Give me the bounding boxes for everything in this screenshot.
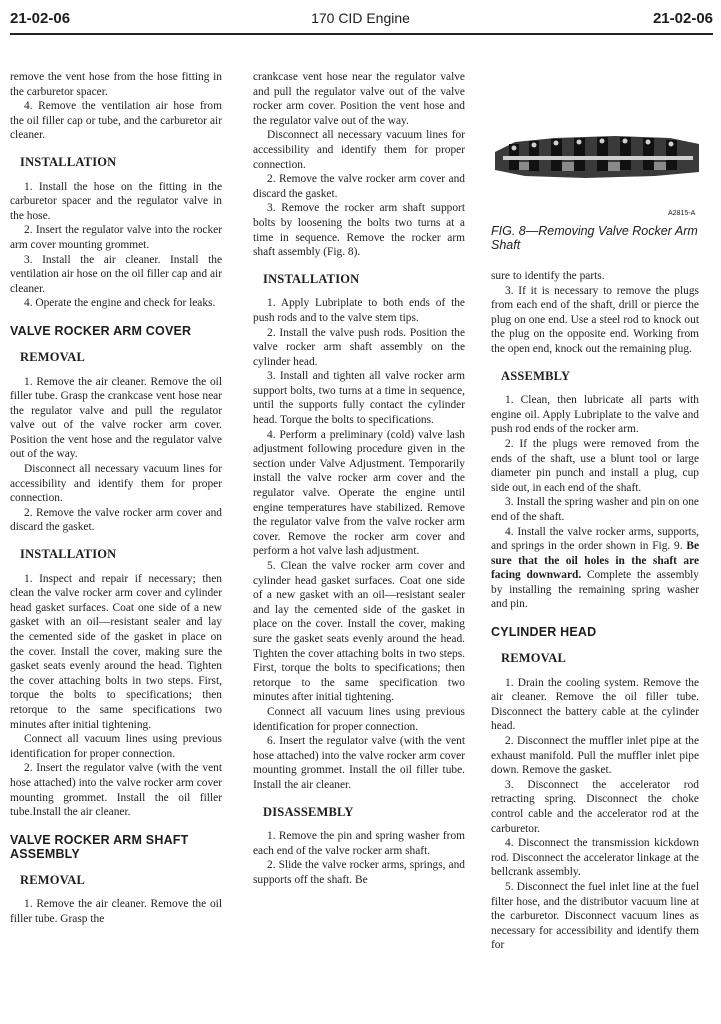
paragraph: 3. If it is necessary to remove the plugs from each end of the shaft, drill or pierce the plug on one end. Use a steel rod to knock out the plug on the opposite end. Working from the open end, knock out the remaining plug. [491, 284, 699, 355]
paragraph: 1. Remove the pin and spring washer from each end of the valve rocker arm shaft. [253, 830, 465, 857]
paragraph: 5. Disconnect the fuel inlet line at the fuel filter hose, and the distributor vacuum line at the carburetor. Disconnect vacuum lines as necessary for accessibility and identify them for [491, 880, 699, 952]
paragraph: 4. Operate the engine and check for leaks. [24, 297, 216, 310]
paragraph: Disconnect all necessary vacuum lines for accessibility and identify them for proper connection. [253, 129, 465, 171]
section-heading: INSTALLATION [20, 154, 117, 169]
paragraph: 3. Remove the rocker arm shaft support bolts by loosening the bolts two turns at a time in sequence. Remove the rocker arm shaft assembly (Fig. 8). [253, 202, 465, 259]
paragraph: 1. Clean, then lubricate all parts with engine oil. Apply Lubriplate to the valve and push rod ends of the rocker arm. [491, 394, 699, 436]
paragraph: 6. Insert the regulator valve (with the vent hose attached) into the valve rocker arm cover mounting grommet. Install the oil filler tube. Install the air cleaner. [253, 735, 465, 791]
paragraph: 4. Perform a preliminary (cold) valve lash adjustment following procedure given in the section under Valve Adjustment. Temporarily install the valve rocker arm cover and the regulator valve. Operate the engine until engine temperatures have stabilized. Remove the regulator valve from the valve rocker arm cover. Remove the rocker arm cover and perform a hot valve lash adjustment. [253, 428, 465, 558]
column-3 [491, 269, 699, 953]
major-heading: CYLINDER HEAD [491, 625, 597, 640]
paragraph: 1. Apply Lubriplate to both ends of the push rods and to the valve stem tips. [253, 297, 465, 324]
page-number-right: 21-02-06 [652, 10, 713, 27]
section-heading: REMOVAL [20, 349, 86, 364]
paragraph: 3. Install the spring washer and pin on one end of the shaft. [491, 496, 699, 523]
paragraph: Disconnect all necessary vacuum lines for accessibility and identify them for proper connection. [10, 463, 222, 505]
paragraph: 1. Remove the air cleaner. Remove the oil filler tube. Grasp the crankcase vent hose near the regulator valve and pull the regulator valve out of the valve rocker arm cover. Position the vent hose and the regulator valve out of the way. [10, 375, 222, 461]
paragraph: remove the vent hose from the hose fitting in the carburetor spacer. [10, 71, 222, 98]
paragraph: 2. Remove the valve rocker arm cover and discard the gasket. [253, 173, 465, 200]
paragraph: 2. Slide the valve rocker arms, springs, and supports off the shaft. Be [253, 859, 465, 886]
section-heading: INSTALLATION [263, 271, 360, 286]
paragraph: Connect all vacuum lines using previous identification for proper connection. [253, 705, 465, 733]
paragraph: 4. Disconnect the transmission kickdown rod. Disconnect the accelerator linkage at the bellcrank assembly. [491, 837, 699, 879]
page-number-left: 21-02-06 [10, 10, 71, 27]
paragraph: 3. Install the air cleaner. Install the ventilation air hose on the oil filler cap and air cleaner. [10, 253, 222, 295]
paragraph: 4. Remove the ventilation air hose from the oil filler cap or tube, and the carburetor air cleaner. [10, 100, 222, 142]
paragraph-text: 4. Install the valve rocker arms, supports, and springs in the order shown in Fig. 9. [491, 525, 699, 553]
paragraph: 2. Remove the valve rocker arm cover and discard the gasket. [10, 506, 222, 534]
paragraph: crankcase vent hose near the regulator valve and pull the regulator valve out of the valve rocker arm cover. Position the vent hose and the regulator valve out of the way. [253, 71, 465, 127]
paragraph-text: Complete the assembly by installing the remaining spring washer and pin. [491, 569, 699, 611]
major-heading: VALVE ROCKER ARM COVER [10, 323, 192, 338]
paragraph: sure to identify the parts. [491, 270, 605, 282]
paragraph: 1. Remove the air cleaner. Remove the oil filler tube. Grasp the [10, 898, 222, 925]
paragraph: 1. Inspect and repair if necessary; then clean the valve rocker arm cover and cylinder head gasket surfaces. Coat one side of a new gasket with an oil—resistant sealer and lay the cemented side of the gasket in place on the cover. Install the cover, making sure the gasket seats evenly around the head. Tighten the cover attaching bolts in two steps. First, torque the bolts to specifications; then retorque to the same specifications two minutes after initial tightening. [10, 572, 222, 731]
paragraph: Connect all vacuum lines using previous identification for proper connection. [10, 733, 222, 760]
paragraph: 2. Insert the regulator valve (with the vent hose attached) into the valve rocker arm cover mounting grommet. Install the oil filler tube.Install the air cleaner. [10, 762, 222, 819]
figure-id: A2815-A [668, 210, 696, 217]
column-2 [253, 70, 465, 887]
header-rule [10, 33, 713, 35]
paragraph: 2. Disconnect the muffler inlet pipe at the exhaust manifold. Pull the muffler inlet pipe down. Remove the gasket. [491, 735, 699, 777]
paragraph: 5. Clean the valve rocker arm cover and cylinder head gasket surfaces. Coat one side of a new gasket with an oil—resistant sealer and lay the cemented side of the gasket in place on the cover. Install the cover, making sure the gasket seats evenly around the head. Tighten the cover attaching bolts in two steps. First, torque the bolts to specifications; then retorque to the same specification two minutes after initial tightening. [253, 560, 465, 704]
figure-caption: FIG. 8—Removing Valve Rocker Arm Shaft [491, 224, 698, 252]
page-title: 170 CID Engine [311, 10, 410, 26]
paragraph: 3. Install and tighten all valve rocker arm support bolts, two turns at a time in sequence, until the supports fully contact the cylinder head. Torque the bolts to specifications. [253, 370, 465, 427]
column-1 [10, 70, 222, 927]
paragraph: 2. Install the valve push rods. Position the valve rocker arm shaft assembly on the cylinder head. [253, 326, 465, 368]
section-heading: DISASSEMBLY [263, 804, 354, 819]
paragraph: 1. Install the hose on the fitting in the carburetor spacer and the regulator valve in the hose. [10, 180, 222, 222]
major-heading: VALVE ROCKER ARM SHAFT ASSEMBLY [10, 832, 189, 861]
section-heading: INSTALLATION [20, 547, 117, 562]
paragraph: 3. Disconnect the accelerator rod retracting spring. Disconnect the choke control cable and the accelerator rod at the carburetor. [491, 778, 699, 835]
paragraph: 2. Insert the regulator valve into the rocker arm cover mounting grommet. [10, 224, 222, 251]
paragraph [491, 525, 699, 613]
section-heading: REMOVAL [20, 872, 86, 887]
rocker-shaft-photo [495, 132, 699, 178]
warning-text: Be sure that the oil holes in the shaft are facing downward. [491, 540, 699, 582]
section-heading: ASSEMBLY [501, 368, 571, 383]
section-heading: REMOVAL [501, 651, 567, 666]
paragraph: 2. If the plugs were removed from the ends of the shaft, use a blunt tool or large diameter pin punch and install a plug, cup side out, in each end of the shaft. [491, 437, 699, 494]
paragraph: 1. Drain the cooling system. Remove the air cleaner. Remove the oil filler tube. Disconnect the battery cable at the cylinder head. [491, 676, 699, 733]
